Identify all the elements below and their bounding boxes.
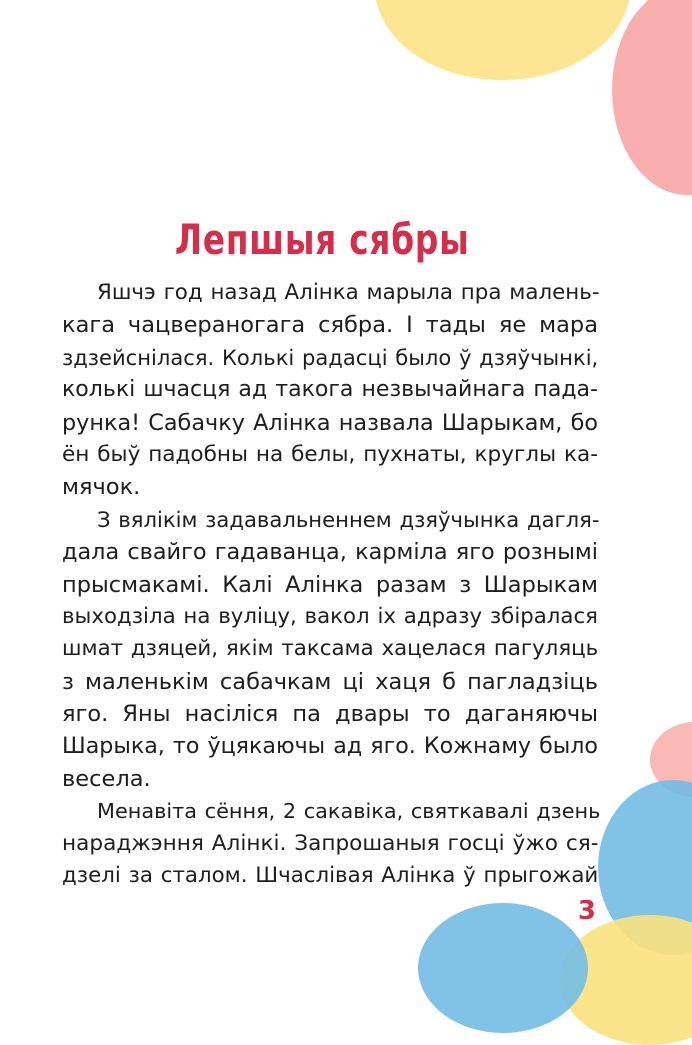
text-line: кага чацвераногага сябра. І тады яе мара [62, 312, 598, 339]
paragraph-3 [62, 795, 601, 892]
text-line: выходзіла на вуліцу, вакол іх адразу збіралася [62, 603, 598, 629]
text-line: яго. Яны насіліся па двары то даганяючы [62, 701, 598, 728]
yellow-blob-top [375, 0, 630, 80]
text-line: З вялікім задавальненнем дзяўчынка дагля- [97, 506, 600, 532]
text-line: Менавіта сёння, 2 сакавіка, святкавалі дзень [97, 799, 601, 824]
text-line: шмат дзяцей, якім таксама хацелася пагуляць [62, 636, 599, 662]
text-line: прысмакамі. Калі Алінка разам з Шарыкам [62, 571, 598, 598]
pink-blob-top-right [612, 0, 692, 195]
text-line: дала свайго гадаванца, карміла яго рознымі [62, 539, 598, 566]
paragraph-2 [62, 504, 598, 796]
text-line: здзейснілася. Колькі радасці было ў дзяўчынкі, [62, 344, 599, 370]
story-text [62, 277, 601, 892]
text-line: весела. [62, 765, 151, 792]
page-title: Лепшыя сябры [174, 215, 470, 264]
text-line: Шарыка, то ўцякаючы ад яго. Кожнаму было [62, 733, 598, 760]
paragraph-1 [62, 277, 598, 504]
text-line: дзелі за сталом. Шчаслівая Алінка ў прыгожай [62, 863, 599, 889]
text-line: рунка! Сабачку Алінка назвала Шарыкам, бо [62, 409, 598, 436]
text-line: з маленькім сабачкам ці хаця б пагладзіць [62, 668, 598, 695]
text-line: колькі шчасця ад такога незвычайнага пада- [62, 377, 598, 403]
text-line: нараджэння Алінкі. Запрошаныя госці ўжо ся- [62, 830, 599, 856]
text-line: ён быў падобны на белы, пухнаты, круглы ка- [62, 441, 598, 467]
text-line: мячок. [62, 474, 141, 501]
page-number: 3 [577, 896, 596, 926]
blue-blob-bottom [418, 903, 588, 1033]
text-line: Яшчэ год назад Алінка марыла пра малень- [97, 280, 600, 305]
